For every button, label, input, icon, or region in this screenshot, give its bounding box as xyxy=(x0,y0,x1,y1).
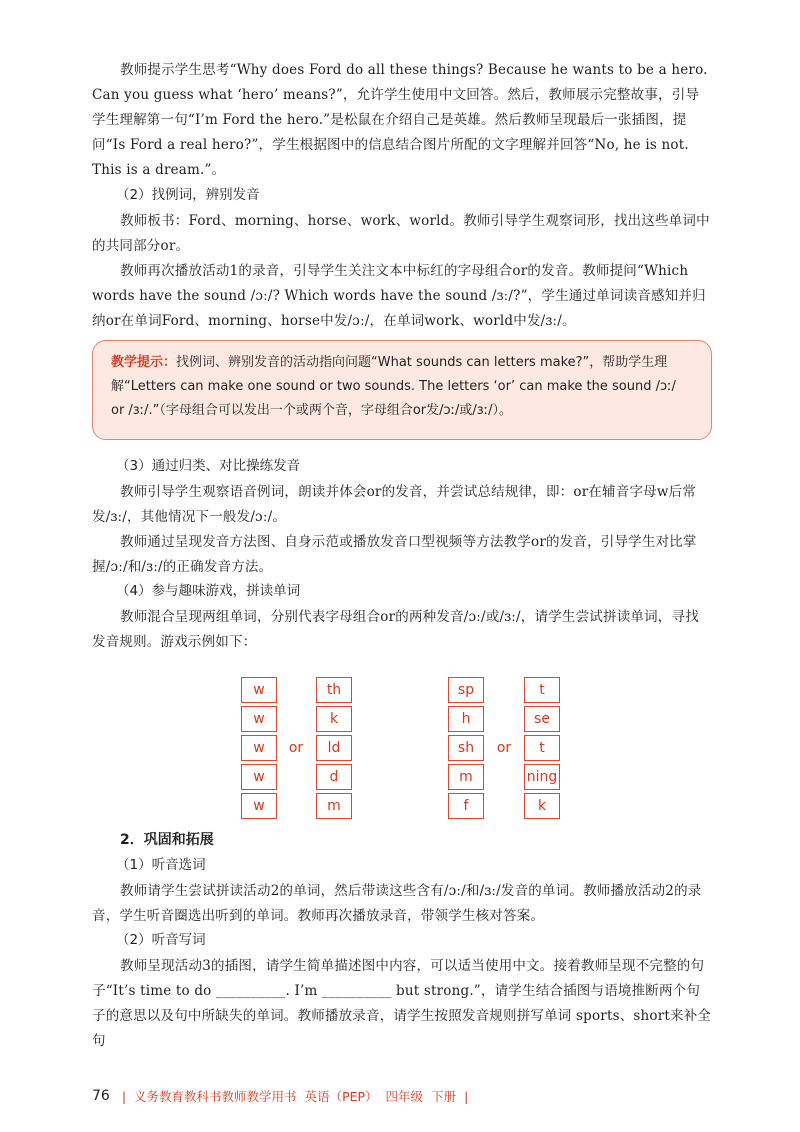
paragraph-listen-choose: 教师请学生尝试拼读活动2的单词，然后带读这些含有/ɔː/和/ɜː/发音的单词。教师播放活动2的录音，学生听音圈选出听到的单词。教师再次播放录音，带领学生核对答案。 xyxy=(92,883,702,924)
grid-cell: t xyxy=(524,735,560,761)
grid-middle-or: or xyxy=(288,740,304,756)
grid-cell: w xyxy=(241,735,277,761)
grid-cell: m xyxy=(316,793,352,819)
subheading-listen-write: （2）听音写词 xyxy=(116,932,206,948)
teaching-tip-box xyxy=(92,340,712,440)
paragraph-observe-rule: 教师引导学生观察语音例词，朗读并体会or的发音，并尝试总结规律，即：or在辅音字母w后常发/ɜː/，其他情况下一般发/ɔː/。 xyxy=(92,484,697,525)
grid-middle-or: or xyxy=(496,740,512,756)
footer-separator: | xyxy=(121,1088,127,1104)
grid-cell: k xyxy=(316,706,352,732)
grid-cell: se xyxy=(524,706,560,732)
page-number: 76 xyxy=(92,1088,110,1104)
subheading-classify-practice: （3）通过归类、对比操练发音 xyxy=(116,458,301,474)
grid-cell: ning xyxy=(524,764,560,790)
paragraph-pronunciation-method: 教师通过呈现发音方法图、自身示范或播放发音口型视频等方法教学or的发音，引导学生对比掌握/ɔː/和/ɜː/的正确发音方法。 xyxy=(92,534,697,575)
grid-cell: sh xyxy=(448,735,484,761)
grid-cell: w xyxy=(241,764,277,790)
footer-book-title: 义务教育教科书教师教学用书 xyxy=(134,1089,297,1104)
grid-cell: h xyxy=(448,706,484,732)
section-heading-consolidate: 2．巩固和拓展 xyxy=(120,832,214,848)
paragraph-game-intro: 教师混合呈现两组单词，分别代表字母组合or的两种发音/ɔː/或/ɜː/，请学生尝试拼读单词，寻找发音规则。游戏示例如下： xyxy=(92,609,699,650)
subheading-find-examples: （2）找例词，辨别发音 xyxy=(116,187,260,203)
paragraph-listen-write: 教师呈现活动3的插图，请学生简单描述图中内容，可以适当使用中文。接着教师呈现不完整的句子“It’s time to do __________. I’m __________ but strong.”，请学生结合插图与语境推断两个句子的意思以及句中所缺失的单词。教师播放录音，请学生按照发音规则拼写单词 sports、short来补全句 xyxy=(92,958,712,1049)
paragraph-hero-discussion: 教师提示学生思考“Why does Ford do all these things? Because he wants to be a hero. Can you guess what ‘hero’ means?”，允许学生使用中文回答。然后，教师展示完整故事，引导学生理解第一句“I’m Ford the hero.”是松鼠在介绍自己是英雄。然后教师呈现最后一张插图，提问“Is Ford a real hero?”，学生根据图中的信息结合图片所配的文字理解并回答“No, he is not. This is a dream.”。 xyxy=(92,62,708,178)
paragraph-replay-recording: 教师再次播放活动1的录音，引导学生关注文本中标红的字母组合or的发音。教师提问“Which words have the sound /ɔː/? Which words have the sound /ɜː/?”，学生通过单词读音感知并归纳or在单词Ford、morning、horse中发/ɔː/，在单词work、world中发/ɜː/。 xyxy=(92,263,706,329)
teaching-tip-label: 教学提示： xyxy=(111,355,177,370)
grid-cell: m xyxy=(448,764,484,790)
page-footer xyxy=(92,1087,468,1105)
subheading-listen-choose: （1）听音选词 xyxy=(116,857,206,873)
grid-cell: w xyxy=(241,677,277,703)
grid-cell: d xyxy=(316,764,352,790)
teaching-tip-text: 找例词、辨别发音的活动指向问题“What sounds can letters make?”，帮助学生理解“Letters can make one sound or two sounds. The letters ‘or’ can make the sound /ɔː/ or /ɜː/.”（字母组合可以发出一个或两个音，字母组合or发/ɔː/或/ɜː/）。 xyxy=(111,355,676,418)
subheading-fun-game: （4）参与趣味游戏，拼读单词 xyxy=(116,583,301,599)
grid-cell: w xyxy=(241,793,277,819)
footer-separator: | xyxy=(464,1088,469,1104)
footer-grade: 四年级 xyxy=(385,1089,424,1104)
grid-cell: w xyxy=(241,706,277,732)
paragraph-board-words: 教师板书：Ford、morning、horse、work、world。教师引导学生观察词形，找出这些单词中的共同部分or。 xyxy=(92,213,710,254)
grid-cell: k xyxy=(524,793,560,819)
grid-cell: t xyxy=(524,677,560,703)
footer-volume: 下册 xyxy=(431,1089,457,1104)
footer-subject: 英语（PEP） xyxy=(304,1089,378,1104)
grid-cell: ld xyxy=(316,735,352,761)
grid-cell: sp xyxy=(448,677,484,703)
grid-cell: f xyxy=(448,793,484,819)
grid-cell: th xyxy=(316,677,352,703)
